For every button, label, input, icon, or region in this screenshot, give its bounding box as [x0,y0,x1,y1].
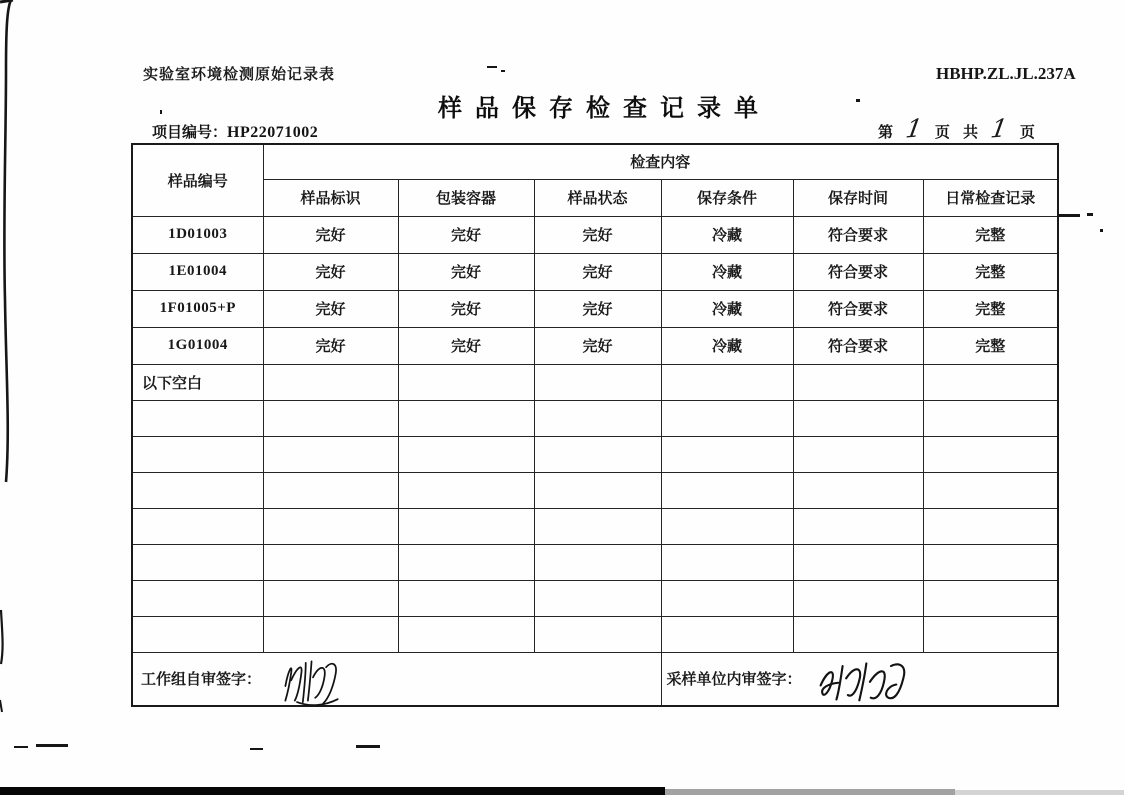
empty-cell [793,580,923,616]
table-cell: 符合要求 [793,216,923,253]
empty-cell [132,544,263,580]
empty-cell [661,616,793,652]
table-cell: 完整 [923,253,1058,290]
table-cell: 冷藏 [661,327,793,364]
sampling-unit-signature-cell [661,652,1058,706]
table-cell: 完好 [534,216,661,253]
sample-preservation-table [131,143,1059,707]
pagination-suffix: 页 [1019,124,1035,141]
handwritten-signature-workgroup [267,657,359,705]
workgroup-signature-cell [132,652,661,706]
empty-cell [923,580,1058,616]
pagination-page-word: 页 [934,124,950,141]
empty-cell [398,616,534,652]
empty-cell [263,472,398,508]
empty-cell [534,580,661,616]
table-cell: 冷藏 [661,216,793,253]
empty-cell [534,544,661,580]
empty-cell [398,580,534,616]
column-header-storage-condition: 保存条件 [661,179,793,216]
empty-cell [132,616,263,652]
table-row [132,327,1058,364]
form-code: HBHP.ZL.JL.237A [936,64,1076,83]
empty-cell [793,400,923,436]
empty-cell [132,472,263,508]
empty-cell [661,364,793,400]
blank-below-marker: 以下空白 [132,364,263,400]
empty-row [132,616,1058,652]
sample-id-cell: 1E01004 [132,253,263,290]
empty-cell [661,508,793,544]
sample-id-cell: 1D01003 [132,216,263,253]
table-cell: 完好 [263,290,398,327]
empty-cell [398,508,534,544]
empty-cell [923,616,1058,652]
table-cell: 完好 [534,327,661,364]
empty-cell [793,436,923,472]
workgroup-signature-label: 工作组自审签字： [141,671,262,688]
empty-cell [923,472,1058,508]
empty-cell [132,508,263,544]
empty-row [132,472,1058,508]
empty-row [132,400,1058,436]
pagination-prefix: 第 [878,124,894,141]
empty-cell [263,400,398,436]
empty-cell [534,436,661,472]
empty-cell [661,544,793,580]
empty-cell [793,364,923,400]
table-cell: 符合要求 [793,290,923,327]
table-cell: 符合要求 [793,253,923,290]
pagination-total-word: 共 [962,124,978,141]
empty-cell [534,508,661,544]
pagination [878,113,1035,144]
empty-cell [793,544,923,580]
empty-cell [263,508,398,544]
empty-cell [398,364,534,400]
empty-row [132,508,1058,544]
document-category-label: 实验室环境检测原始记录表 [143,66,336,83]
table-cell: 冷藏 [661,290,793,327]
empty-cell [923,544,1058,580]
empty-cell [132,436,263,472]
empty-cell [923,508,1058,544]
empty-cell [923,436,1058,472]
sample-id-cell: 1F01005+P [132,290,263,327]
empty-cell [534,364,661,400]
table-cell: 完好 [398,327,534,364]
empty-cell [263,580,398,616]
table-cell: 完好 [534,290,661,327]
empty-row [132,580,1058,616]
empty-cell [263,616,398,652]
empty-cell [793,508,923,544]
project-number-line [152,121,318,142]
table-cell: 完整 [923,327,1058,364]
table-cell: 完好 [263,216,398,253]
empty-cell [263,364,398,400]
column-header-sample-label: 样品标识 [263,179,398,216]
table-cell: 完好 [263,327,398,364]
column-header-daily-check: 日常检查记录 [923,179,1058,216]
table-cell: 完好 [398,253,534,290]
handwritten-signature-sampling-unit [808,659,930,703]
empty-cell [398,544,534,580]
empty-cell [398,400,534,436]
empty-cell [923,400,1058,436]
table-row [132,290,1058,327]
table-cell: 冷藏 [661,253,793,290]
empty-cell [263,436,398,472]
empty-row [132,544,1058,580]
empty-cell [923,364,1058,400]
table-row [132,253,1058,290]
empty-cell [398,436,534,472]
handwritten-total-pages: 1 [988,113,1010,144]
empty-cell [793,616,923,652]
table-cell: 符合要求 [793,327,923,364]
column-header-storage-time: 保存时间 [793,179,923,216]
empty-cell [534,616,661,652]
table-cell: 完好 [398,216,534,253]
empty-cell [661,400,793,436]
table-cell: 完好 [263,253,398,290]
project-number-value: HP22071002 [227,124,319,141]
table-cell: 完好 [398,290,534,327]
empty-cell [661,472,793,508]
empty-cell [534,400,661,436]
empty-cell [534,472,661,508]
project-number-label: 项目编号： [152,124,228,141]
empty-cell [661,580,793,616]
empty-cell [398,472,534,508]
empty-cell [661,436,793,472]
empty-cell [132,400,263,436]
column-header-sample-state: 样品状态 [534,179,661,216]
empty-cell [132,580,263,616]
table-cell: 完好 [534,253,661,290]
empty-row [132,436,1058,472]
sampling-unit-signature-label: 采样单位内审签字： [666,671,802,688]
signature-row [132,652,1058,706]
table-cell: 完整 [923,290,1058,327]
blank-below-row [132,364,1058,400]
column-group-header-inspection: 检查内容 [263,144,1058,179]
table-row [132,216,1058,253]
page-title: 样品保存检查记录单 [438,95,771,122]
table-cell: 完整 [923,216,1058,253]
column-header-container: 包装容器 [398,179,534,216]
handwritten-current-page: 1 [903,113,925,144]
empty-cell [263,544,398,580]
empty-cell [793,472,923,508]
sample-id-cell: 1G01004 [132,327,263,364]
column-header-sample-id: 样品编号 [132,144,263,216]
